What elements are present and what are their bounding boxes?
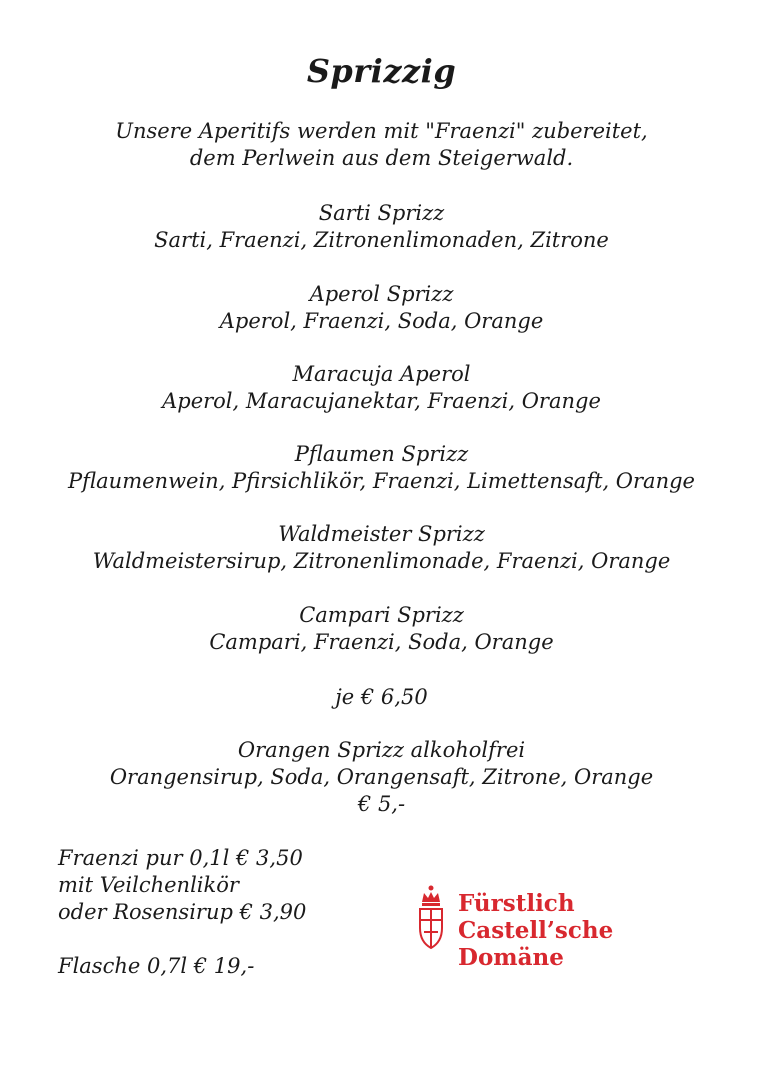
drink-ingredients: Sarti, Fraenzi, Zitronenlimonaden, Zitrone — [154, 228, 609, 252]
shared-price: je € 6,50 — [335, 685, 428, 709]
brand-line-1: Fürstlich — [458, 890, 575, 917]
menu-item-alcohol-free — [0, 737, 763, 818]
drink-ingredients: Aperol, Fraenzi, Soda, Orange — [219, 309, 544, 333]
menu-item — [0, 441, 763, 495]
menu-item — [0, 200, 763, 254]
intro-line-2: dem Perlwein aus dem Steigerwald. — [189, 146, 574, 170]
intro-text — [0, 118, 763, 172]
price-line: Flasche 0,7l € 19,- — [58, 954, 255, 978]
drink-name: Maracuja Aperol — [292, 362, 471, 386]
drink-ingredients: Aperol, Maracujanektar, Fraenzi, Orange — [162, 389, 601, 413]
drink-name: Aperol Sprizz — [309, 282, 454, 306]
drink-price: € 5,- — [357, 792, 406, 816]
page-title: Sprizzig — [306, 52, 457, 90]
price-line: mit Veilchenlikör — [58, 873, 239, 897]
intro-line-1: Unsere Aperitifs werden mit "Fraenzi" zubereitet, — [115, 119, 648, 143]
brand-line-3: Domäne — [458, 944, 564, 971]
menu-item — [0, 361, 763, 415]
menu-item — [0, 602, 763, 656]
menu-item — [0, 521, 763, 575]
brand-wordmark — [458, 890, 613, 971]
crest-icon — [418, 884, 444, 950]
brand-line-2: Castell’sche — [458, 917, 614, 944]
drink-ingredients: Orangensirup, Soda, Orangensaft, Zitrone, Orange — [109, 765, 654, 789]
fraenzi-prices — [58, 845, 306, 980]
drink-name: Pflaumen Sprizz — [294, 442, 469, 466]
price-line: oder Rosensirup € 3,90 — [58, 900, 307, 924]
drink-name: Waldmeister Sprizz — [278, 522, 485, 546]
menu-item — [0, 281, 763, 335]
drink-name: Sarti Sprizz — [318, 201, 445, 225]
drink-ingredients: Pflaumenwein, Pfirsichlikör, Fraenzi, Limettensaft, Orange — [68, 469, 695, 493]
spacer — [58, 926, 306, 953]
brand-logo — [418, 884, 613, 971]
drink-name: Campari Sprizz — [299, 603, 464, 627]
drink-ingredients: Campari, Fraenzi, Soda, Orange — [209, 630, 554, 654]
drink-name: Orangen Sprizz alkoholfrei — [237, 738, 526, 762]
price-line: Fraenzi pur 0,1l € 3,50 — [58, 846, 303, 870]
drink-ingredients: Waldmeistersirup, Zitronenlimonade, Fraenzi, Orange — [92, 549, 671, 573]
